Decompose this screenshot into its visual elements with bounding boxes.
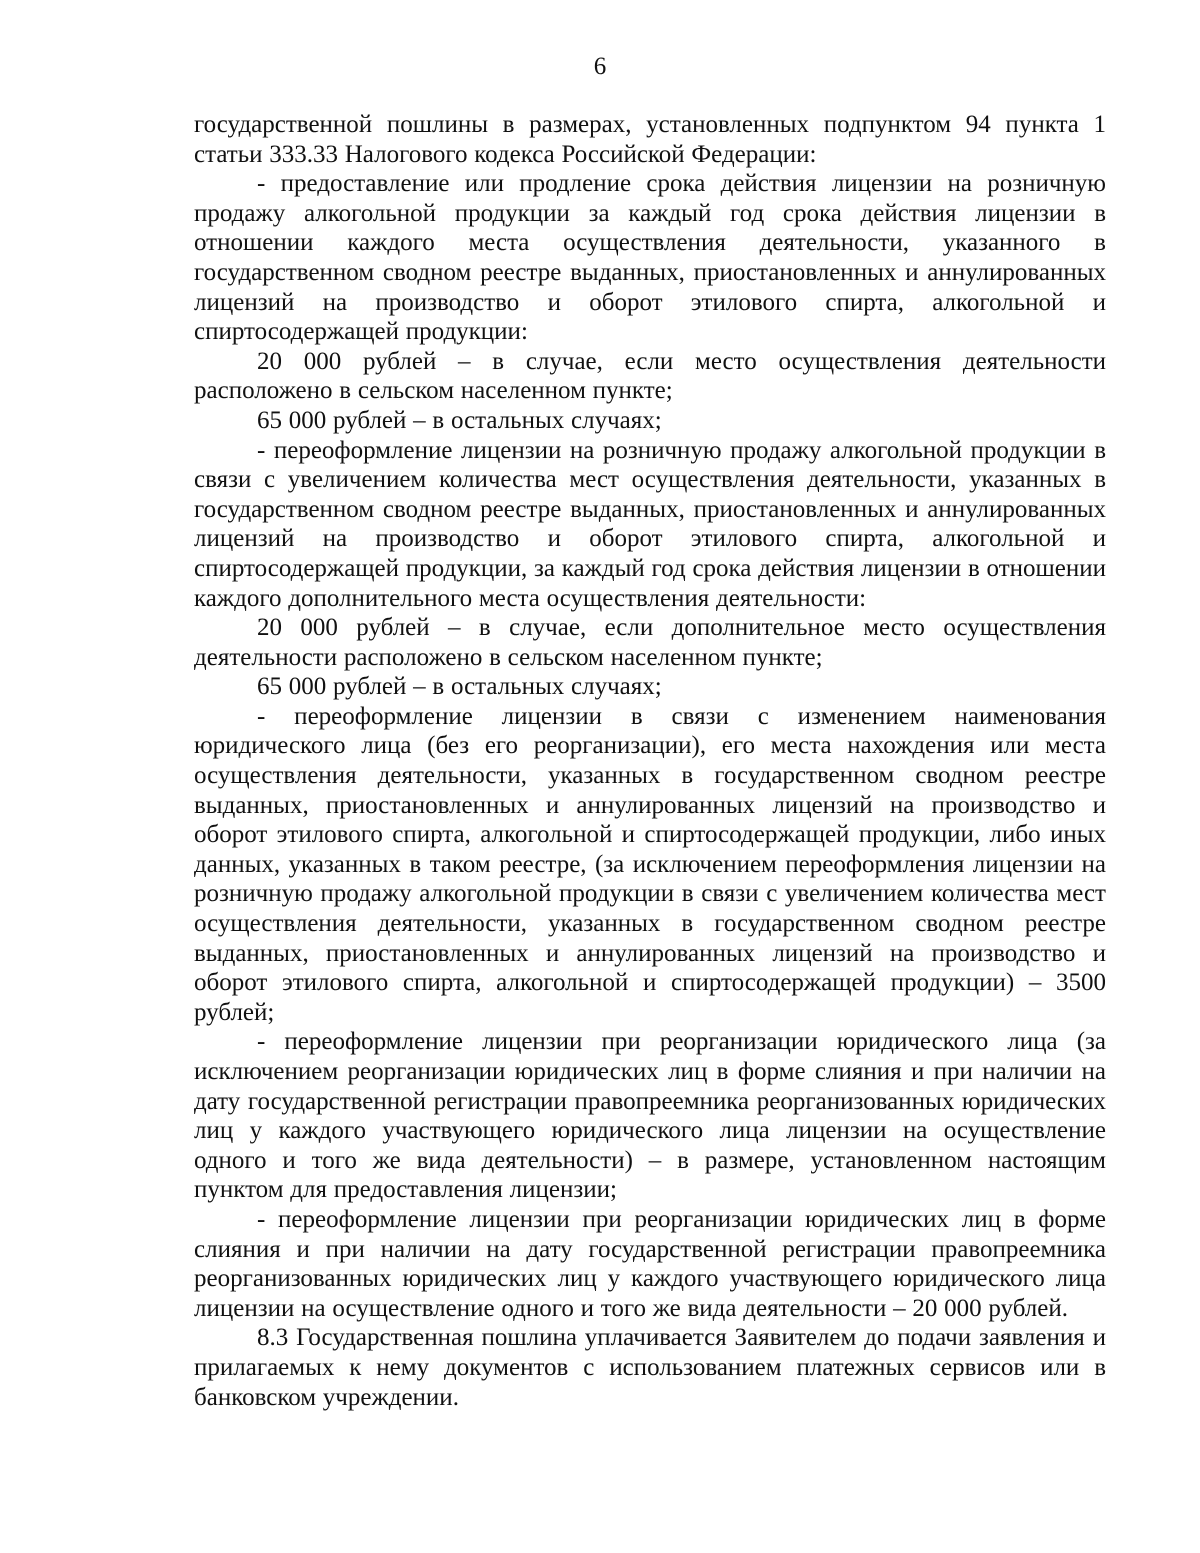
paragraph: - переоформление лицензии при реорганизации юридических лиц в форме слияния и при наличии на дату государственной регистрации правопреемника реорганизованных юридических лиц у каждого участвующего юридического лица лицензии на осуществление одного и того же вида деятельности – 20 000 рублей.	[194, 1205, 1106, 1322]
paragraph: государственной пошлины в размерах, установленных подпунктом 94 пункта 1 статьи 333.33 Налогового кодекса Российской Федерации:	[194, 111, 1106, 168]
paragraph: - переоформление лицензии на розничную продажу алкогольной продукции в связи с увеличением количества мест осуществления деятельности, указанных в государственном сводном реестре выданных, приостановленных и аннулированных лицензий на производство и оборот этилового спирта, алкогольной и спиртосодержащей продукции, за каждый год срока действия лицензии в отношении каждого дополнительного места осуществления деятельности:	[194, 436, 1106, 612]
paragraph: - переоформление лицензии в связи с изменением наименования юридического лица (без его реорганизации), его места нахождения или места осуществления деятельности, указанных в государственном сводном реестре выданных, приостановленных и аннулированных лицензий на производство и оборот этилового спирта, алкогольной и спиртосодержащей продукции, либо иных данных, указанных в таком реестре, (за исключением переоформления лицензии на розничную продажу алкогольной продукции в связи с увеличением количества мест осуществления деятельности, указанных в государственном сводном реестре выданных, приостановленных и аннулированных лицензий на производство и оборот этилового спирта, алкогольной и спиртосодержащей продукции) – 3500 рублей;	[194, 702, 1106, 1026]
paragraph: - предоставление или продление срока действия лицензии на розничную продажу алкогольной продукции за каждый год срока действия лицензии в отношении каждого места осуществления деятельности, указанного в государственном сводном реестре выданных, приостановленных и аннулированных лицензий на производство и оборот этилового спирта, алкогольной и спиртосодержащей продукции:	[194, 170, 1106, 346]
paragraph: 20 000 рублей – в случае, если дополнительное место осуществления деятельности расположено в сельском населенном пункте;	[194, 614, 1106, 671]
document-body	[194, 110, 1106, 1412]
page-number: 6	[593, 53, 607, 80]
paragraph: 65 000 рублей – в остальных случаях;	[257, 673, 662, 701]
paragraph: 20 000 рублей – в случае, если место осуществления деятельности расположено в сельском населенном пункте;	[194, 347, 1106, 405]
paragraph: 65 000 рублей – в остальных случаях;	[257, 406, 662, 434]
paragraph: 8.3 Государственная пошлина уплачивается Заявителем до подачи заявления и прилагаемых к нему документов с использованием платежных сервисов или в банковском учреждении.	[194, 1324, 1106, 1411]
paragraph: - переоформление лицензии при реорганизации юридического лица (за исключением реорганизации юридических лиц в форме слияния и при наличии на дату государственной регистрации правопреемника реорганизованных юридических лиц у каждого участвующего юридического лица лицензии на осуществление одного и того же вида деятельности) – в размере, установленном настоящим пунктом для предоставления лицензии;	[194, 1028, 1106, 1204]
